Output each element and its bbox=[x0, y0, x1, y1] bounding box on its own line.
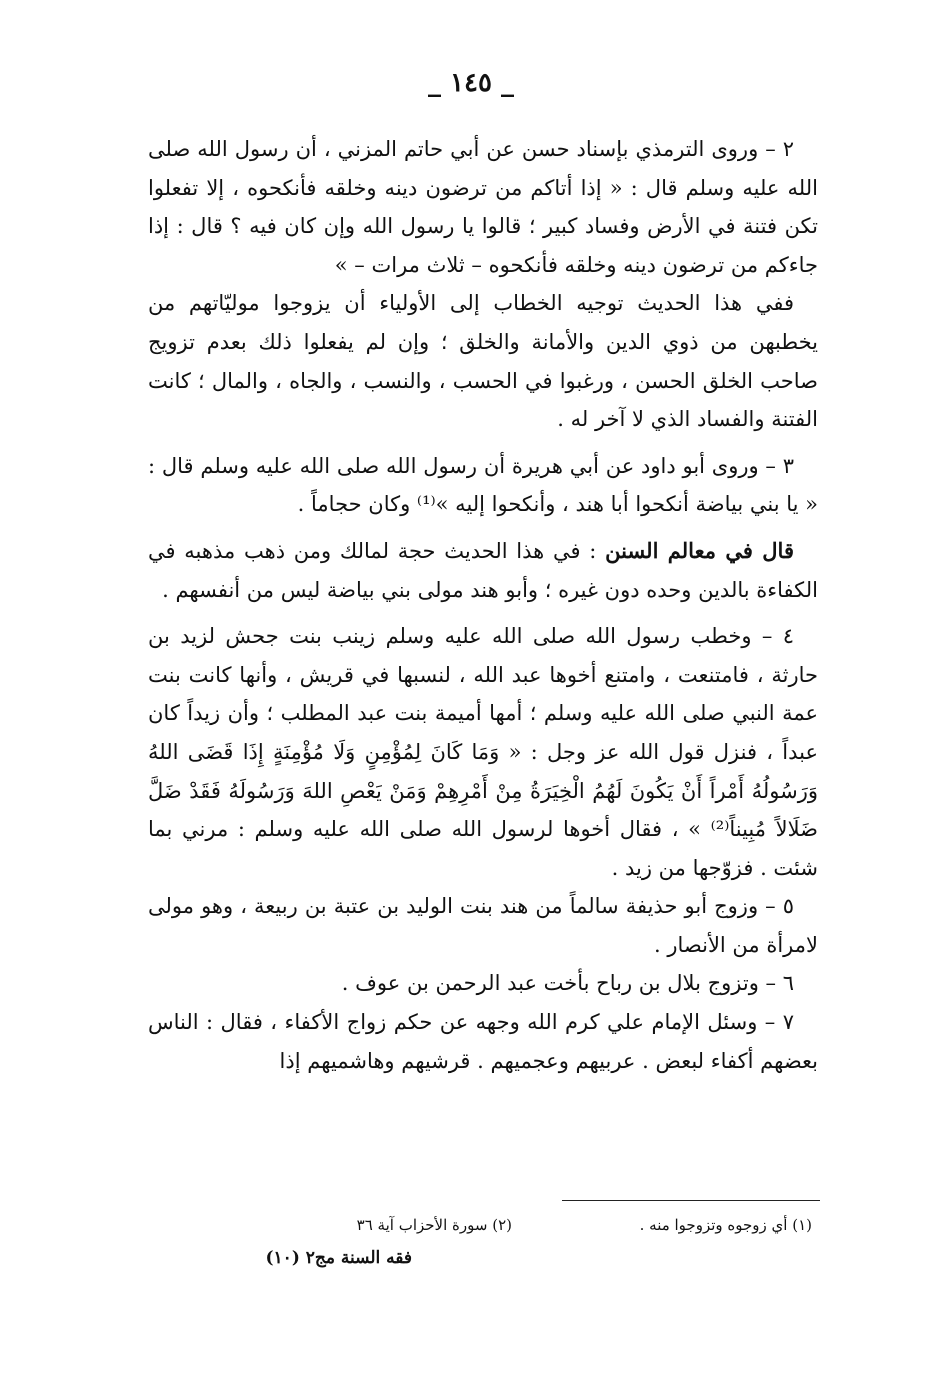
paragraph-hadith-7: ٧ – وسئل الإمام علي كرم الله وجهه عن حكم زواج الأكفاء ، فقال : الناس بعضهم أكفاء لبعض . عربيهم وعجميهم . قرشيهم وهاشميهم إذا bbox=[148, 1010, 818, 1073]
book-signature: فقه السنة مج٢ (١٠) bbox=[265, 1248, 412, 1268]
paragraph-hadith-3: ٣ – وروى أبو داود عن أبي هريرة أن رسول الله صلى الله عليه وسلم قال : « يا بني بياضة أنكحوا أبا هند ، وأنكحوا إليه »⁽¹⁾ وكان حجاماً . bbox=[148, 453, 818, 517]
main-text bbox=[148, 130, 818, 1080]
paragraph-hadith-5: ٥ – وزوج أبو حذيفة سالماً من هند بنت الوليد بن عتبة بن ربيعة ، وهو مولى لامرأة من الأنصار . bbox=[148, 894, 818, 957]
paragraph-body: : في هذا الحديث حجة لمالك ومن ذهب مذهبه في الكفاءة بالدين وحده دون غيره ؛ وأبو هند مولى بني بياضة ليس من أنفسهم . bbox=[148, 538, 818, 602]
paragraph-hadith-6: ٦ – وتزوج بلال بن رباح بأخت عبد الرحمن بن عوف . bbox=[341, 971, 794, 996]
page-number: _ ١٤٥ _ bbox=[427, 68, 515, 98]
paragraph-maalim-sunan bbox=[148, 532, 818, 609]
footnote-1: (١) أي زوجوه وتزوجوا منه . bbox=[639, 1216, 812, 1234]
paragraph-commentary: ففي هذا الحديث توجيه الخطاب إلى الأولياء أن يزوجوا موليّاتهم من يخطبهن من ذوي الدين والأمانة والخلق ؛ وإن لم يفعلوا ذلك بعدم تزويج صاحب الخلق الحسن ، ورغبوا في الحسب ، والنسب ، والجاه ، والمال ؛ كانت الفتنة والفساد الذي لا آخر له . bbox=[148, 291, 818, 432]
paragraph-hadith-4: ٤ – وخطب رسول الله صلى الله عليه وسلم زينب بنت جحش لزيد بن حارثة ، فامتنعت ، وامتنع أخوها عبد الله ، لنسبها في قريش ، وأنها كانت بنت عمة النبي صلى الله عليه وسلم ؛ أمها أميمة بنت عبد المطلب ؛ وأن زيداً كان عبداً ، فنزل قول الله عز وجل : « وَمَا كَانَ لِمُؤْمِنٍ وَلَا مُؤْمِنَةٍ إِذَا قَضَى اللهُ وَرَسُولُهُ أَمْراً أَنْ يَكُونَ لَهُمُ الْخِيَرَةُ مِنْ أَمْرِهِمْ وَمَنْ يَعْصِ اللهَ وَرَسُولَهُ فَقَدْ ضَلَّ ضَلَالاً مُبِيناً⁽²⁾ » ، فقال أخوها لرسول الله صلى الله عليه وسلم : مرني بما شئت . فزوّجها من زيد . bbox=[148, 624, 818, 880]
paragraph-hadith-2: ٢ – وروى الترمذي بإسناد حسن عن أبي حاتم المزني ، أن رسول الله صلى الله عليه وسلم قال : « إذا أتاكم من ترضون دينه وخلقه فأنكحوه ، إلا تفعلوا تكن فتنة في الأرض وفساد كبير ؛ قالوا يا رسول الله وإن كان فيه ؟ قال : إذا جاءكم من ترضون دينه وخلقه فأنكحوه – ثلاث مرات – » bbox=[148, 137, 818, 277]
footnote-divider bbox=[562, 1200, 820, 1201]
footnote-2: (٢) سورة الأحزاب آية ٣٦ bbox=[356, 1216, 512, 1234]
paragraph-lead: قال في معالم السنن bbox=[605, 537, 794, 563]
